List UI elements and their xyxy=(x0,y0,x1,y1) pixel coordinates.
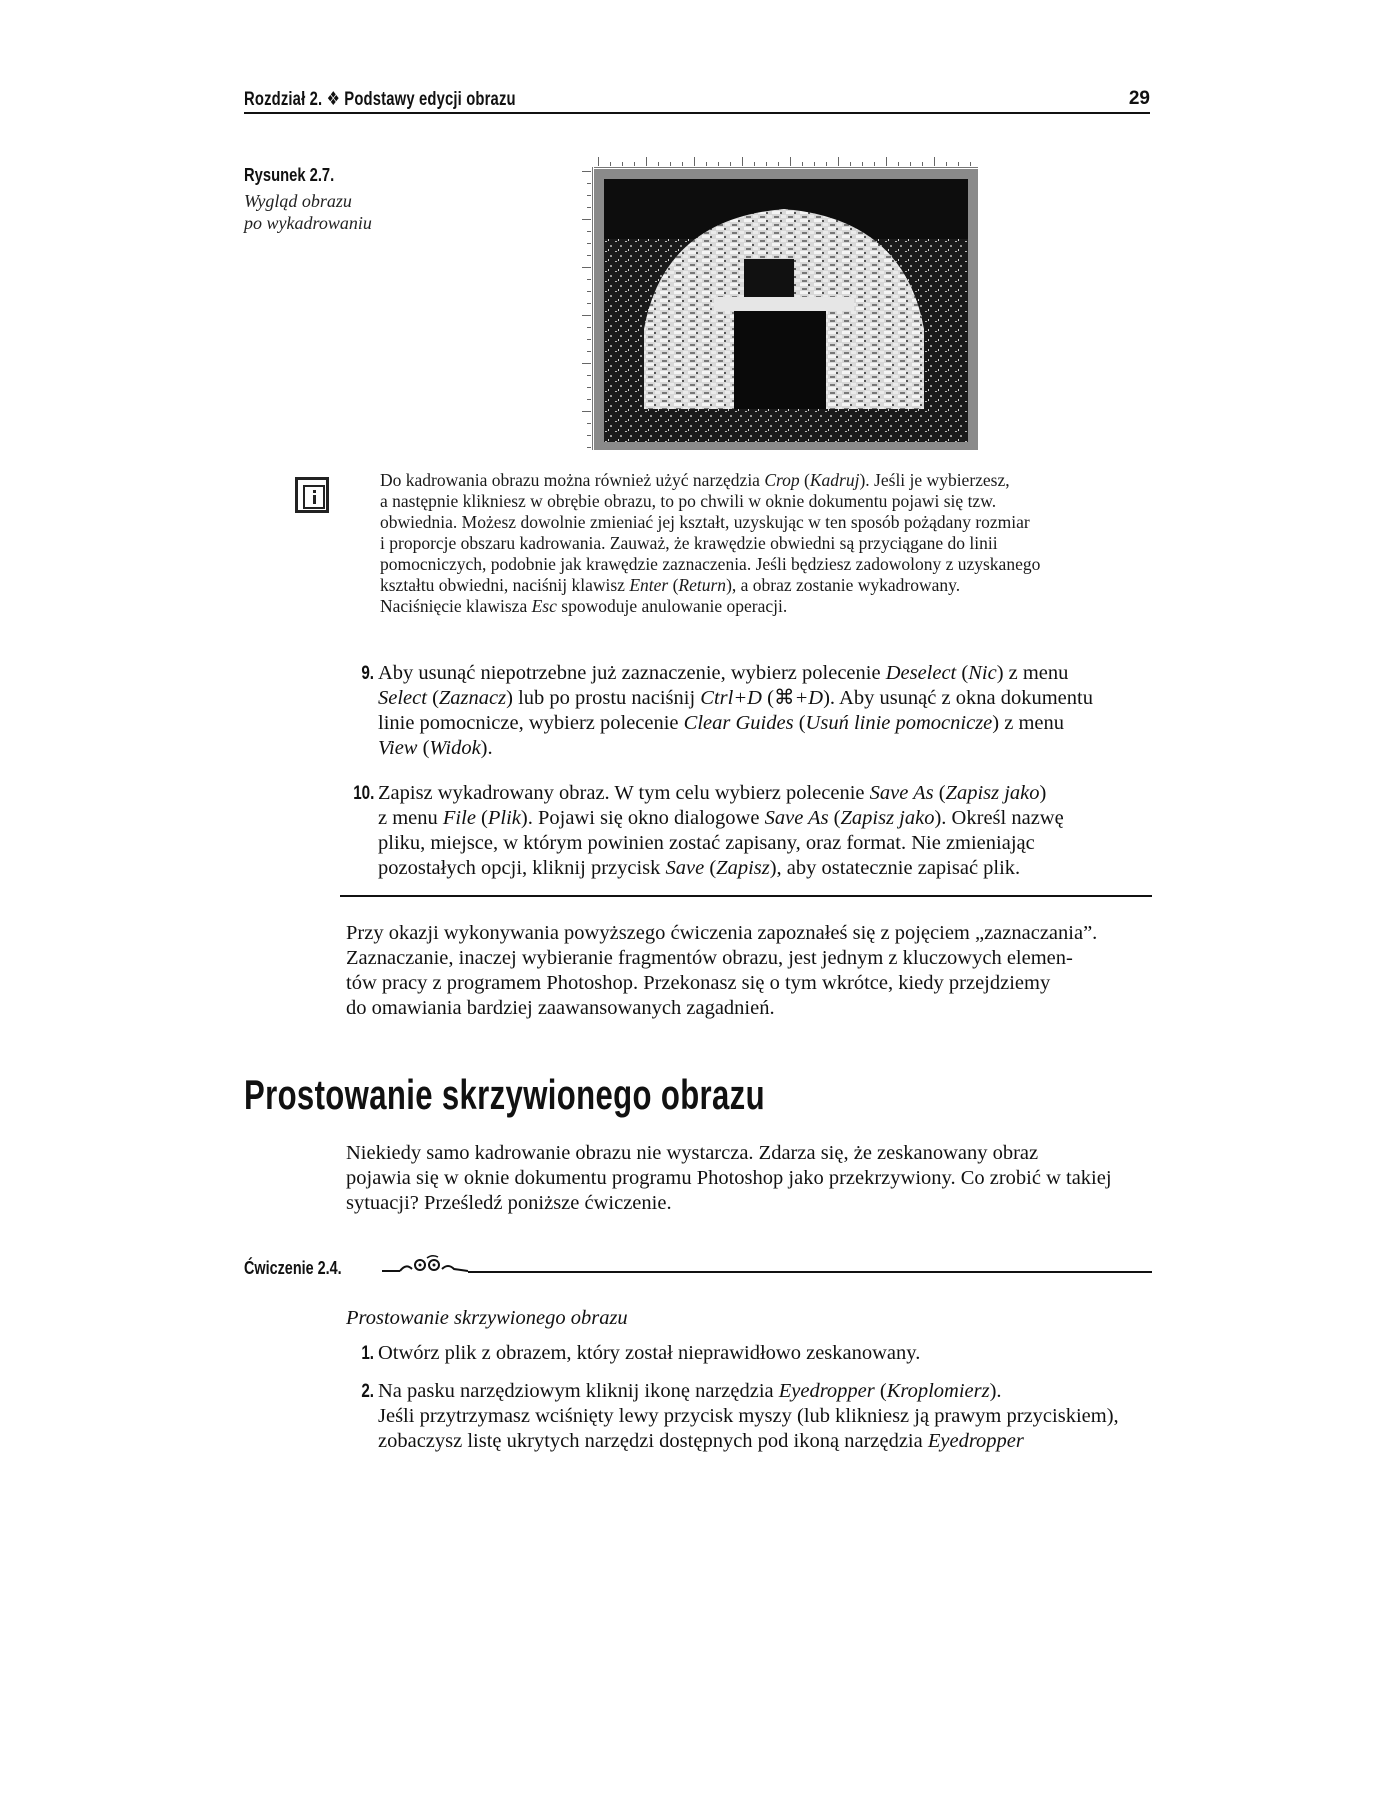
list-item-line: Na pasku narzędziowym kliknij ikonę narzędzia Eyedropper (Kroplomierz). xyxy=(378,1380,1002,1402)
ruler-tick xyxy=(910,162,911,166)
ruler-tick xyxy=(587,255,591,256)
list-item-line: Select (Zaznacz) lub po prostu naciśnij Ctrl+D (⌘+D). Aby usunąć z okna dokumentu xyxy=(378,687,1093,709)
exercise-title: Prostowanie skrzywionego obrazu xyxy=(346,1307,628,1329)
document-canvas xyxy=(594,169,978,450)
ruler-tick xyxy=(610,162,611,166)
paragraph-line: pojawia się w oknie dokumentu programu Photoshop jako przekrzywiony. Co zrobić w takiej xyxy=(346,1167,1112,1189)
list-item-number: 2. xyxy=(361,1381,374,1402)
ruler-tick xyxy=(622,162,623,166)
list-item-line: Zapisz wykadrowany obraz. W tym celu wybierz polecenie Save As (Zapisz jako) xyxy=(378,782,1047,804)
paragraph-line: Niekiedy samo kadrowanie obrazu nie wystarcza. Zdarza się, że zeskanowany obraz xyxy=(346,1142,1039,1164)
list-item-number: 1. xyxy=(361,1343,374,1364)
info-icon xyxy=(295,477,329,513)
ruler-tick xyxy=(826,162,827,166)
ruler-tick xyxy=(874,162,875,166)
ruler-tick xyxy=(814,162,815,166)
list-item-line: z menu File (Plik). Pojawi się okno dialogowe Save As (Zapisz jako). Określ nazwę xyxy=(378,807,1064,829)
ruler-tick xyxy=(587,399,591,400)
ruler-tick xyxy=(778,162,779,166)
figure-caption-line: Wygląd obrazu xyxy=(244,191,352,211)
ruler-tick xyxy=(587,435,591,436)
ruler-tick xyxy=(587,339,591,340)
ruler-tick xyxy=(670,162,671,166)
page-number: 29 xyxy=(1128,88,1150,109)
ruler-tick xyxy=(898,162,899,166)
ruler-tick xyxy=(730,162,731,166)
ruler-tick xyxy=(587,327,591,328)
ruler-tick xyxy=(838,157,839,166)
stone-hut-photo xyxy=(604,179,968,442)
list-item-line: Aby usunąć niepotrzebne już zaznaczenie, wybierz polecenie Deselect (Nic) z menu xyxy=(378,662,1069,684)
figure-caption xyxy=(244,190,414,234)
ruler-tick xyxy=(587,375,591,376)
ruler-tick xyxy=(706,162,707,166)
ornament-icon xyxy=(380,1253,470,1275)
ruler-tick xyxy=(658,162,659,166)
ruler-tick xyxy=(766,162,767,166)
body-paragraph xyxy=(346,1141,1152,1216)
info-note xyxy=(380,470,1152,617)
section-heading: Prostowanie skrzywionego obrazu xyxy=(244,1071,765,1118)
body-paragraph xyxy=(346,921,1152,1021)
ruler-tick xyxy=(582,315,591,316)
paragraph-line: Przy okazji wykonywania powyższego ćwiczenia zapoznałeś się z pojęciem „zaznaczania”. xyxy=(346,922,1098,944)
ruler-tick xyxy=(582,363,591,364)
ruler-tick xyxy=(946,162,947,166)
ruler-tick xyxy=(790,157,791,166)
note-line: obwiednia. Możesz dowolnie zmieniać jej kształt, uzyskując w ten sposób pożądany rozmiar xyxy=(380,512,1030,532)
ruler-tick xyxy=(802,162,803,166)
list-item-line: pliku, miejsce, w którym powinien zostać zapisany, oraz format. Nie zmieniając xyxy=(378,832,1035,854)
figure-image xyxy=(580,155,980,450)
ruler-tick xyxy=(582,171,591,172)
paragraph-line: Zaznaczanie, inaczej wybieranie fragmentów obrazu, jest jednym z kluczowych elemen- xyxy=(346,947,1073,969)
list-item-line: zobaczysz listę ukrytych narzędzi dostępnych pod ikoną narzędzia Eyedropper xyxy=(378,1430,1024,1452)
list-item-number: 9. xyxy=(361,663,374,684)
ruler-tick xyxy=(587,183,591,184)
ruler-tick xyxy=(587,303,591,304)
list-item xyxy=(361,661,1154,761)
ruler-tick xyxy=(886,157,887,166)
ruler-tick xyxy=(850,162,851,166)
exercise-end-rule xyxy=(340,895,1152,897)
ruler-tick xyxy=(587,195,591,196)
list-item-line: View (Widok). xyxy=(378,737,493,759)
note-line: kształtu obwiedni, naciśnij klawisz Enter (Return), a obraz zostanie wykadrowany. xyxy=(380,575,961,595)
ruler-tick xyxy=(582,219,591,220)
ruler-tick xyxy=(934,157,935,166)
paragraph-line: sytuacji? Prześledź poniższe ćwiczenie. xyxy=(346,1192,672,1214)
ruler-tick xyxy=(694,157,695,166)
ruler-tick xyxy=(587,207,591,208)
list-item-line: linie pomocnicze, wybierz polecenie Clear Guides (Usuń linie pomocnicze) z menu xyxy=(378,712,1065,734)
ruler-tick xyxy=(598,157,599,166)
paragraph-line: tów pracy z programem Photoshop. Przekonasz się o tym wkrótce, kiedy przejdziemy xyxy=(346,972,1051,994)
ruler-tick xyxy=(587,231,591,232)
ruler-tick xyxy=(587,387,591,388)
horizontal-ruler xyxy=(594,155,978,168)
list-item-line: Otwórz plik z obrazem, który został nieprawidłowo zeskanowany. xyxy=(378,1342,921,1364)
exercise-label: Ćwiczenie 2.4. xyxy=(244,1258,342,1278)
paragraph-line: do omawiania bardziej zaawansowanych zagadnień. xyxy=(346,997,775,1019)
note-line: pomocniczych, podobnie jak krawędzie zaznaczenia. Jeśli będziesz zadowolony z uzyskanego xyxy=(380,554,1041,574)
list-item xyxy=(361,1341,1154,1366)
list-item-line: pozostałych opcji, kliknij przycisk Save (Zapisz), aby ostatecznie zapisać plik. xyxy=(378,857,1021,879)
ruler-tick xyxy=(682,162,683,166)
ruler-tick xyxy=(587,423,591,424)
figure-caption-line: po wykadrowaniu xyxy=(244,213,372,233)
running-header xyxy=(244,86,1150,114)
figure-label: Rysunek 2.7. xyxy=(244,165,335,185)
ruler-tick xyxy=(587,351,591,352)
list-item-number: 10. xyxy=(353,783,375,804)
ruler-tick xyxy=(922,162,923,166)
ruler-tick xyxy=(587,291,591,292)
running-title: Rozdział 2. ❖ Podstawy edycji obrazu xyxy=(244,89,516,110)
ruler-tick xyxy=(958,162,959,166)
ruler-tick xyxy=(587,279,591,280)
exercise-rule xyxy=(468,1271,1152,1273)
ruler-tick xyxy=(587,447,591,448)
ruler-tick xyxy=(742,157,743,166)
list-item xyxy=(353,781,1154,881)
list-item xyxy=(361,1379,1154,1454)
note-line: a następnie klikniesz w obrębie obrazu, to po chwili w oknie dokumentu pojawi się tzw. xyxy=(380,491,997,511)
ruler-tick xyxy=(587,243,591,244)
ruler-tick xyxy=(718,162,719,166)
ruler-tick xyxy=(582,411,591,412)
note-line: Naciśnięcie klawisza Esc spowoduje anulowanie operacji. xyxy=(380,596,788,616)
ruler-tick xyxy=(634,162,635,166)
note-line: i proporcje obszaru kadrowania. Zauważ, że krawędzie obwiedni są przyciągane do linii xyxy=(380,533,998,553)
ruler-tick xyxy=(754,162,755,166)
list-item-line: Jeśli przytrzymasz wciśnięty lewy przycisk myszy (lub klikniesz ją prawym przyciskiem), xyxy=(378,1405,1119,1427)
note-line: Do kadrowania obrazu można również użyć narzędzia Crop (Kadruj). Jeśli je wybierzesz, xyxy=(380,470,1010,490)
ruler-tick xyxy=(646,157,647,166)
ruler-tick xyxy=(582,267,591,268)
ruler-tick xyxy=(970,162,971,166)
ruler-tick xyxy=(862,162,863,166)
vertical-ruler xyxy=(580,167,593,450)
